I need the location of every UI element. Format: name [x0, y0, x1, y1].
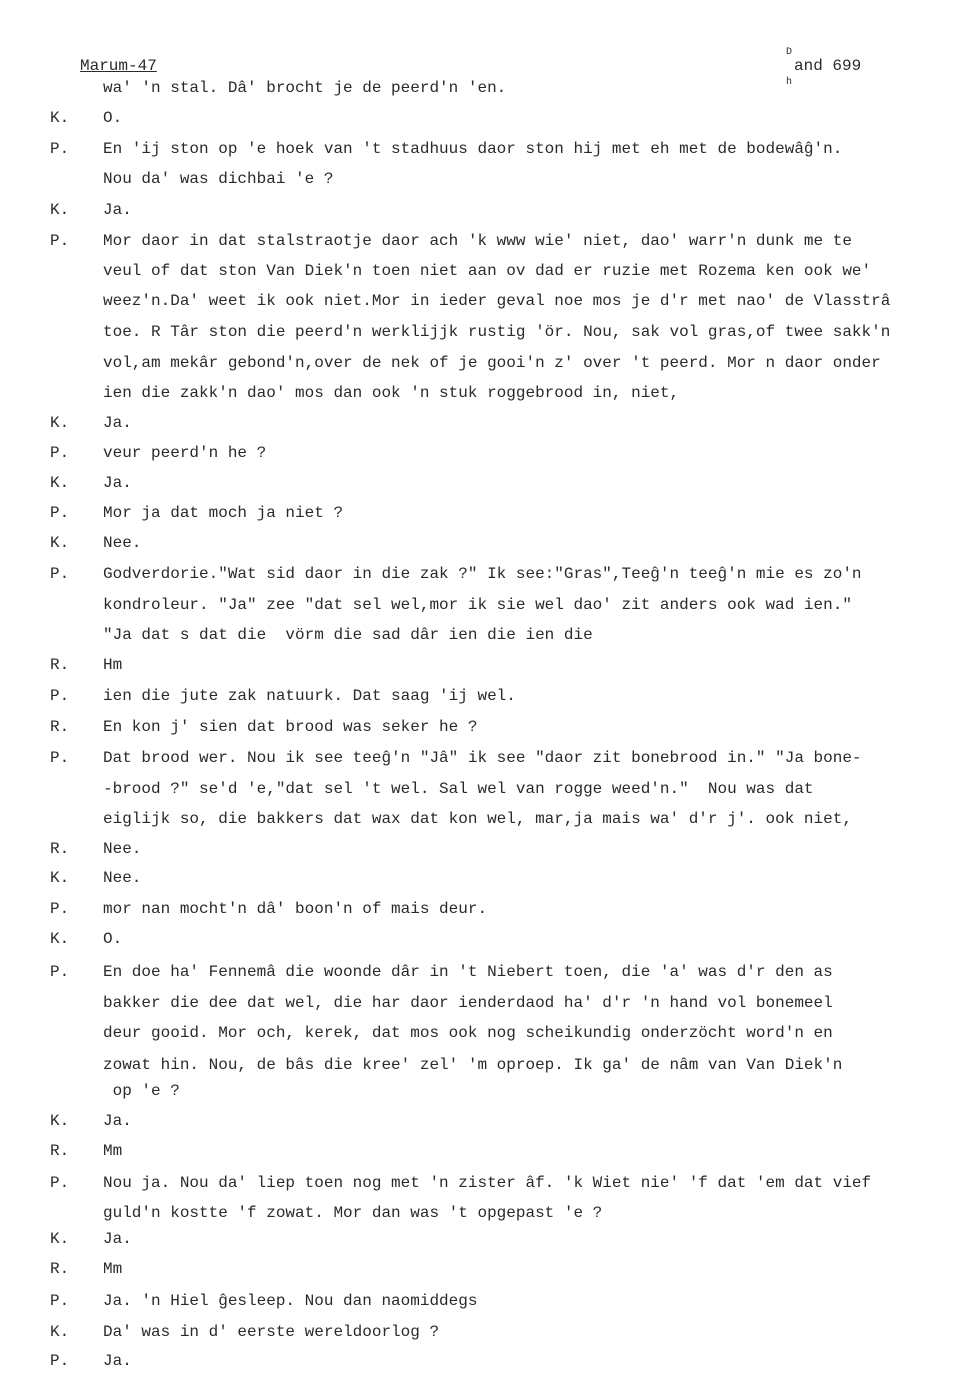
band-text: and 699	[794, 57, 862, 75]
transcript-line: Ja.	[103, 414, 132, 432]
transcript-line: eiglijk so, die bakkers dat wax dat kon wel, mar,ja mais wa' d'r j'. ook niet,	[103, 810, 852, 828]
band-subscript: h	[786, 77, 793, 88]
transcript-line: ien die zakk'n dao' mos dan ook 'n stuk roggebrood in, niet,	[103, 384, 680, 402]
speaker-label: K.	[50, 1230, 70, 1248]
transcript-line: Dat brood wer. Nou ik see teeĝ'n "Jâ" ik see "daor zit bonebrood in." "Ja bone-	[103, 749, 862, 767]
speaker-label: K.	[50, 474, 70, 492]
speaker-label: P.	[50, 687, 70, 705]
speaker-label: K.	[50, 1112, 70, 1130]
band-label	[786, 47, 862, 88]
transcript-line: Mm	[103, 1260, 123, 1278]
speaker-label: P.	[50, 963, 70, 981]
transcript-line: deur gooid. Mor och, kerek, dat mos ook nog scheikundig onderzöcht word'n en	[103, 1024, 833, 1042]
transcript-line: zowat hin. Nou, de bâs die kree' zel' 'm oproep. Ik ga' de nâm van Van Diek'n	[103, 1056, 843, 1074]
document-id: Marum-47	[80, 57, 157, 75]
transcript-line: Nee.	[103, 869, 142, 887]
transcript-line: O.	[103, 930, 123, 948]
transcript-line: vol,am mekâr gebond'n,over de nek of je gooi'n z' over 't peerd. Mor n daor onder	[103, 354, 881, 372]
transcript-line: Nee.	[103, 840, 142, 858]
transcript-line: Nee.	[103, 534, 142, 552]
speaker-label: K.	[50, 414, 70, 432]
speaker-label: P.	[50, 232, 70, 250]
speaker-label: R.	[50, 1260, 70, 1278]
transcript-line: Ja.	[103, 1230, 132, 1248]
transcript-line: weez'n.Da' weet ik ook niet.Mor in ieder geval noe mos je d'r met nao' de Vlasstrâ	[103, 292, 891, 310]
transcript-line: toe. R Târ ston die peerd'n werklijjk rustig 'ör. Nou, sak vol gras,of twee sakk'n	[103, 323, 891, 341]
transcript-line: Ja.	[103, 474, 132, 492]
speaker-label: P.	[50, 1352, 70, 1370]
transcript-line: Nou da' was dichbai 'e ?	[103, 170, 334, 188]
speaker-label: K.	[50, 109, 70, 127]
speaker-label: P.	[50, 140, 70, 158]
transcript-line: Ja. 'n Hiel ĝesleep. Nou dan naomiddegs	[103, 1292, 478, 1310]
transcript-line: Godverdorie."Wat sid daor in die zak ?" Ik see:"Gras",Teeĝ'n teeĝ'n mie es zo'n	[103, 565, 862, 583]
speaker-label: P.	[50, 749, 70, 767]
speaker-label: R.	[50, 656, 70, 674]
transcript-line: Ja.	[103, 1112, 132, 1130]
band-superscript: D	[786, 47, 793, 58]
speaker-label: P.	[50, 444, 70, 462]
transcript-line: Hm	[103, 656, 123, 674]
transcript-line: wa' 'n stal. Dâ' brocht je de peerd'n 'en.	[103, 79, 507, 97]
transcript-line: veur peerd'n he ?	[103, 444, 267, 462]
transcript-line: "Ja dat s dat die vörm die sad dâr ien die ien die	[103, 626, 593, 644]
speaker-label: K.	[50, 930, 70, 948]
transcript-line: En doe ha' Fennemâ die woonde dâr in 't Niebert toen, die 'a' was d'r den as	[103, 963, 833, 981]
speaker-label: K.	[50, 1323, 70, 1341]
transcript-line: En kon j' sien dat brood was seker he ?	[103, 718, 478, 736]
transcript-line: op 'e ?	[103, 1082, 180, 1100]
speaker-label: P.	[50, 565, 70, 583]
transcript-line: mor nan mocht'n dâ' boon'n of mais deur.	[103, 900, 488, 918]
transcript-line: guld'n kostte 'f zowat. Mor dan was 't opgepast 'e ?	[103, 1204, 603, 1222]
transcript-line: veul of dat ston Van Diek'n toen niet aan ov dad er ruzie met Rozema ken ook we'	[103, 262, 872, 280]
transcript-line: En 'ij ston op 'e hoek van 't stadhuus daor ston hij met eh met de bodewâĝ'n.	[103, 140, 843, 158]
speaker-label: P.	[50, 1174, 70, 1192]
speaker-label: P.	[50, 1292, 70, 1310]
speaker-label: R.	[50, 1142, 70, 1160]
transcript-line: O.	[103, 109, 123, 127]
transcript-line: Mm	[103, 1142, 123, 1160]
transcript-line: Da' was in d' eerste wereldoorlog ?	[103, 1323, 440, 1341]
transcript-line: Mor daor in dat stalstraotje daor ach 'k www wie' niet, dao' warr'n dunk me te	[103, 232, 852, 250]
speaker-label: K.	[50, 534, 70, 552]
transcript-line: ien die jute zak natuurk. Dat saag 'ij wel.	[103, 687, 516, 705]
speaker-label: K.	[50, 869, 70, 887]
transcript-line: bakker die dee dat wel, die har daor ienderdaod ha' d'r 'n hand vol bonemeel	[103, 994, 833, 1012]
speaker-label: R.	[50, 718, 70, 736]
speaker-label: R.	[50, 840, 70, 858]
transcript-line: kondroleur. "Ja" zee "dat sel wel,mor ik sie wel dao' zit anders ook wad ien."	[103, 596, 852, 614]
transcript-line: Mor ja dat moch ja niet ?	[103, 504, 344, 522]
transcript-line: Nou ja. Nou da' liep toen nog met 'n zister âf. 'k Wiet nie' 'f dat 'em dat vief	[103, 1174, 872, 1192]
speaker-label: P.	[50, 900, 70, 918]
speaker-label: P.	[50, 504, 70, 522]
speaker-label: K.	[50, 201, 70, 219]
transcript-line: -brood ?" se'd 'e,"dat sel 't wel. Sal wel van rogge weed'n." Nou was dat	[103, 780, 814, 798]
transcript-line: Ja.	[103, 1352, 132, 1370]
transcript-line: Ja.	[103, 201, 132, 219]
